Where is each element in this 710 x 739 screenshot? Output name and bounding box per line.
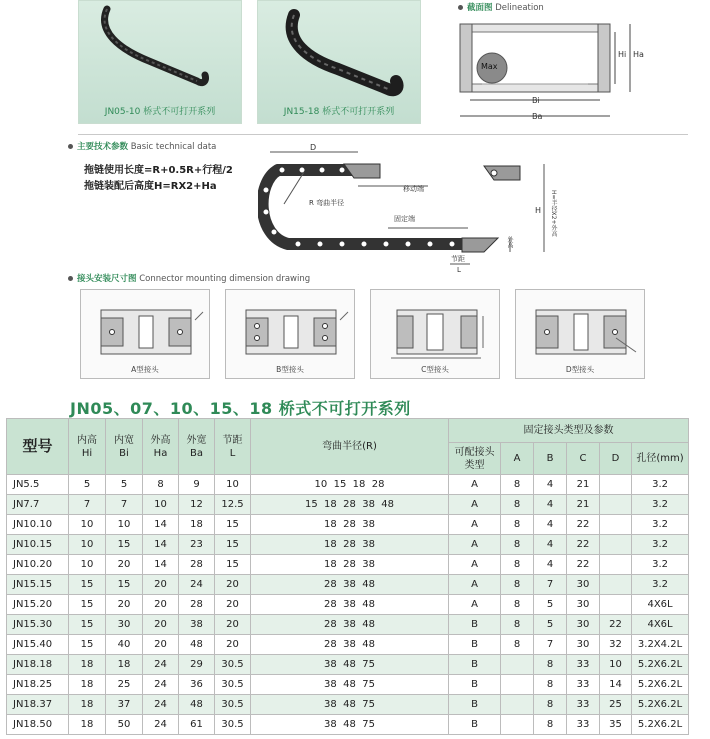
table-cell-ha: 20 [143,635,179,655]
table-cell-ba: 28 [179,555,215,575]
table-cell-model: JN10.15 [7,535,69,555]
table-cell-ha: 20 [143,595,179,615]
table-row [7,495,689,515]
connector-drawing [516,290,644,366]
ba-label: Ba [532,112,543,121]
connector-heading: 接头安装尺寸图 Connector mounting dimension drawing [68,272,310,284]
table-cell-d [600,535,632,555]
table-cell-a [501,715,534,735]
header-radius: 弯曲半径(R) [251,419,449,475]
height-formula: 拖链装配后高度H=RX2+Ha [84,181,217,192]
table-cell-b: 4 [534,495,567,515]
table-cell-ba: 28 [179,595,215,615]
table-cell-hi: 18 [69,715,106,735]
table-row [7,575,689,595]
table-cell-ha: 10 [143,495,179,515]
table-cell-hi: 15 [69,615,106,635]
connector-drawing [371,290,499,366]
header-bi: 内宽 Bi [106,419,143,475]
table-cell-d [600,595,632,615]
table-cell-d: 35 [600,715,632,735]
table-cell-model: JN18.50 [7,715,69,735]
table-cell-model: JN15.30 [7,615,69,635]
table-cell-bi: 37 [106,695,143,715]
table-cell-ha: 24 [143,675,179,695]
table-cell-hole: 3.2X4.2L [632,635,689,655]
header-a: A [501,443,534,475]
table-row [7,715,689,735]
table-cell-c: 22 [567,515,600,535]
bullet-icon [458,5,463,10]
photo-caption: JN15-18 桥式不可打开系列 [283,107,395,117]
cable-chain-image [258,1,422,101]
table-cell-hi: 7 [69,495,106,515]
table-cell-type: A [449,515,501,535]
table-cell-ha: 14 [143,555,179,575]
header-pitch: 节距 L [215,419,251,475]
table-cell-a [501,655,534,675]
fixed-end-label: 固定端 [394,215,415,223]
table-cell-c: 33 [567,655,600,675]
table-cell-bi: 25 [106,675,143,695]
table-cell-c: 21 [567,475,600,495]
table-cell-r: 38 48 75 [251,655,449,675]
h-formula-label: H=半径X2+外高 [550,190,557,237]
table-row [7,535,689,555]
table-cell-type: B [449,695,501,715]
product-photo-jn15-18 [257,0,421,124]
table-cell-model: JN15.20 [7,595,69,615]
table-cell-type: B [449,635,501,655]
divider [78,134,688,135]
table-cell-c: 33 [567,695,600,715]
table-cell-ba: 23 [179,535,215,555]
delineation-heading: 截面图 Delineation [458,1,544,13]
table-row [7,595,689,615]
table-cell-ha: 14 [143,515,179,535]
table-cell-d: 14 [600,675,632,695]
header-ba: 外宽 Ba [179,419,215,475]
hi-label: Hi [618,50,627,59]
table-cell-hi: 10 [69,535,106,555]
table-cell-l: 12.5 [215,495,251,515]
photo-caption: JN05-10 桥式不可打开系列 [104,107,216,117]
table-cell-c: 33 [567,715,600,735]
table-cell-r: 28 38 48 [251,575,449,595]
table-row [7,635,689,655]
table-cell-c: 30 [567,615,600,635]
table-cell-hi: 10 [69,515,106,535]
table-cell-b: 5 [534,615,567,635]
table-cell-l: 15 [215,515,251,535]
table-row [7,555,689,575]
table-cell-l: 30.5 [215,675,251,695]
table-cell-bi: 18 [106,655,143,675]
table-cell-ba: 24 [179,575,215,595]
table-cell-type: B [449,715,501,735]
table-cell-b: 4 [534,475,567,495]
table-row [7,675,689,695]
header-d: D [600,443,632,475]
connector-type-a [80,289,210,379]
table-cell-type: A [449,495,501,515]
table-cell-l: 15 [215,535,251,555]
table-cell-hole: 5.2X6.2L [632,715,689,735]
table-row [7,655,689,675]
table-cell-bi: 10 [106,515,143,535]
chain-layout-diagram [258,142,568,278]
table-cell-l: 20 [215,635,251,655]
table-cell-d: 25 [600,695,632,715]
header-hole: 孔径(mm) [632,443,689,475]
table-cell-ha: 20 [143,615,179,635]
table-cell-bi: 30 [106,615,143,635]
bi-label: Bi [532,96,540,105]
table-cell-type: B [449,675,501,695]
table-cell-hole: 4X6L [632,595,689,615]
table-cell-model: JN10.10 [7,515,69,535]
max-label: Max [481,62,498,71]
table-cell-bi: 40 [106,635,143,655]
table-cell-ba: 9 [179,475,215,495]
table-cell-ha: 24 [143,695,179,715]
table-cell-a: 8 [501,535,534,555]
table-cell-r: 28 38 48 [251,615,449,635]
table-cell-type: A [449,595,501,615]
table-cell-hi: 18 [69,695,106,715]
table-cell-hi: 18 [69,655,106,675]
h-label: H [535,206,542,215]
table-cell-type: A [449,555,501,575]
bend-radius-label: R 弯曲半径 [309,199,345,207]
table-cell-b: 8 [534,675,567,695]
table-cell-model: JN15.40 [7,635,69,655]
table-cell-d: 32 [600,635,632,655]
table-cell-model: JN18.37 [7,695,69,715]
table-cell-ba: 38 [179,615,215,635]
table-cell-r: 38 48 75 [251,695,449,715]
table-cell-c: 30 [567,595,600,615]
table-cell-bi: 15 [106,535,143,555]
table-cell-r: 18 28 38 [251,555,449,575]
table-cell-ha: 24 [143,715,179,735]
table-cell-d [600,515,632,535]
product-photo-jn05-10 [78,0,242,124]
table-cell-l: 30.5 [215,715,251,735]
table-cell-hole: 5.2X6.2L [632,655,689,675]
table-cell-hi: 5 [69,475,106,495]
connector-type-label: B型接头 [276,365,304,374]
table-cell-r: 15 18 28 38 48 [251,495,449,515]
table-cell-hi: 15 [69,575,106,595]
table-cell-model: JN18.18 [7,655,69,675]
moving-end-label: 移动端 [403,185,424,193]
bullet-icon [68,144,73,149]
table-cell-a: 8 [501,615,534,635]
table-cell-a [501,675,534,695]
table-cell-b: 7 [534,635,567,655]
table-cell-b: 4 [534,555,567,575]
header-type: 可配接头 类型 [449,443,501,475]
table-row [7,515,689,535]
length-formula: 拖链使用长度=R+0.5R+行程/2 [84,165,233,176]
table-cell-b: 4 [534,535,567,555]
table-cell-d [600,475,632,495]
table-cell-r: 10 15 18 28 [251,475,449,495]
table-cell-a: 8 [501,555,534,575]
table-cell-a: 8 [501,635,534,655]
d-label: D [310,143,317,152]
table-cell-ba: 48 [179,695,215,715]
table-cell-l: 30.5 [215,695,251,715]
table-cell-l: 20 [215,595,251,615]
header-model: 型号 [7,419,69,475]
table-cell-bi: 15 [106,575,143,595]
spec-table [6,418,689,735]
table-cell-l: 20 [215,615,251,635]
header-fixed-group: 固定接头类型及参数 [449,419,689,443]
l-label: L [457,266,461,274]
connector-drawing [81,290,209,366]
table-cell-r: 38 48 75 [251,675,449,695]
table-cell-a: 8 [501,475,534,495]
table-cell-model: JN5.5 [7,475,69,495]
table-cell-type: A [449,575,501,595]
header-c: C [567,443,600,475]
table-row [7,695,689,715]
connector-type-label: D型接头 [565,365,595,374]
table-cell-model: JN18.25 [7,675,69,695]
table-cell-l: 20 [215,575,251,595]
table-cell-d [600,555,632,575]
table-cell-d [600,495,632,515]
table-cell-r: 38 48 75 [251,715,449,735]
table-cell-ba: 61 [179,715,215,735]
bullet-icon [68,276,73,281]
table-cell-model: JN7.7 [7,495,69,515]
table-cell-l: 15 [215,555,251,575]
table-cell-bi: 20 [106,595,143,615]
table-cell-c: 33 [567,675,600,695]
spec-table-body [7,475,689,735]
ha-label: Ha [633,50,644,59]
table-cell-hole: 5.2X6.2L [632,675,689,695]
table-cell-bi: 20 [106,555,143,575]
connector-type-b [225,289,355,379]
outer-height-label: 外高 [506,236,513,248]
table-row [7,475,689,495]
table-cell-type: B [449,615,501,635]
cross-section-diagram [452,18,662,128]
table-cell-bi: 7 [106,495,143,515]
pitch-label: 节距 [451,255,465,263]
table-cell-a [501,695,534,715]
table-cell-d: 10 [600,655,632,675]
table-cell-b: 8 [534,695,567,715]
table-cell-bi: 50 [106,715,143,735]
table-cell-b: 8 [534,655,567,675]
table-cell-model: JN15.15 [7,575,69,595]
table-cell-a: 8 [501,595,534,615]
table-cell-hole: 3.2 [632,495,689,515]
header-b: B [534,443,567,475]
table-cell-ha: 14 [143,535,179,555]
header-hi: 内高 Hi [69,419,106,475]
table-cell-c: 21 [567,495,600,515]
table-cell-hi: 10 [69,555,106,575]
table-cell-bi: 5 [106,475,143,495]
table-cell-ba: 18 [179,515,215,535]
table-cell-model: JN10.20 [7,555,69,575]
table-cell-ba: 48 [179,635,215,655]
connector-type-c [370,289,500,379]
table-cell-l: 10 [215,475,251,495]
table-cell-ba: 29 [179,655,215,675]
table-cell-r: 28 38 48 [251,635,449,655]
table-cell-hole: 5.2X6.2L [632,695,689,715]
table-cell-type: B [449,655,501,675]
table-cell-hole: 3.2 [632,555,689,575]
table-cell-d [600,575,632,595]
table-cell-b: 8 [534,715,567,735]
table-cell-l: 30.5 [215,655,251,675]
table-cell-a: 8 [501,515,534,535]
table-cell-hi: 18 [69,675,106,695]
table-cell-r: 18 28 38 [251,515,449,535]
table-cell-c: 30 [567,635,600,655]
header-ha: 外高 Ha [143,419,179,475]
table-cell-b: 4 [534,515,567,535]
table-cell-type: A [449,475,501,495]
table-cell-type: A [449,535,501,555]
table-cell-c: 22 [567,535,600,555]
cable-chain-image [79,1,243,101]
series-title: JN05、07、10、15、18 桥式不可打开系列 [70,399,411,418]
table-cell-ba: 12 [179,495,215,515]
table-cell-r: 28 38 48 [251,595,449,615]
table-cell-r: 18 28 38 [251,535,449,555]
table-cell-b: 5 [534,595,567,615]
table-cell-hole: 3.2 [632,535,689,555]
table-cell-c: 30 [567,575,600,595]
table-cell-ha: 8 [143,475,179,495]
table-cell-hole: 3.2 [632,515,689,535]
table-cell-a: 8 [501,495,534,515]
connector-type-label: A型接头 [131,365,159,374]
table-cell-c: 22 [567,555,600,575]
connector-type-label: C型接头 [421,365,449,374]
table-cell-hi: 15 [69,635,106,655]
table-cell-ha: 24 [143,655,179,675]
table-cell-a: 8 [501,575,534,595]
table-cell-hi: 15 [69,595,106,615]
table-cell-ha: 20 [143,575,179,595]
table-cell-hole: 3.2 [632,475,689,495]
table-cell-hole: 3.2 [632,575,689,595]
table-cell-ba: 36 [179,675,215,695]
table-cell-hole: 4X6L [632,615,689,635]
basic-data-heading: 主要技术参数 Basic technical data [68,140,216,152]
connector-type-d [515,289,645,379]
connector-drawing [226,290,354,366]
table-row [7,615,689,635]
table-cell-b: 7 [534,575,567,595]
table-cell-d: 22 [600,615,632,635]
